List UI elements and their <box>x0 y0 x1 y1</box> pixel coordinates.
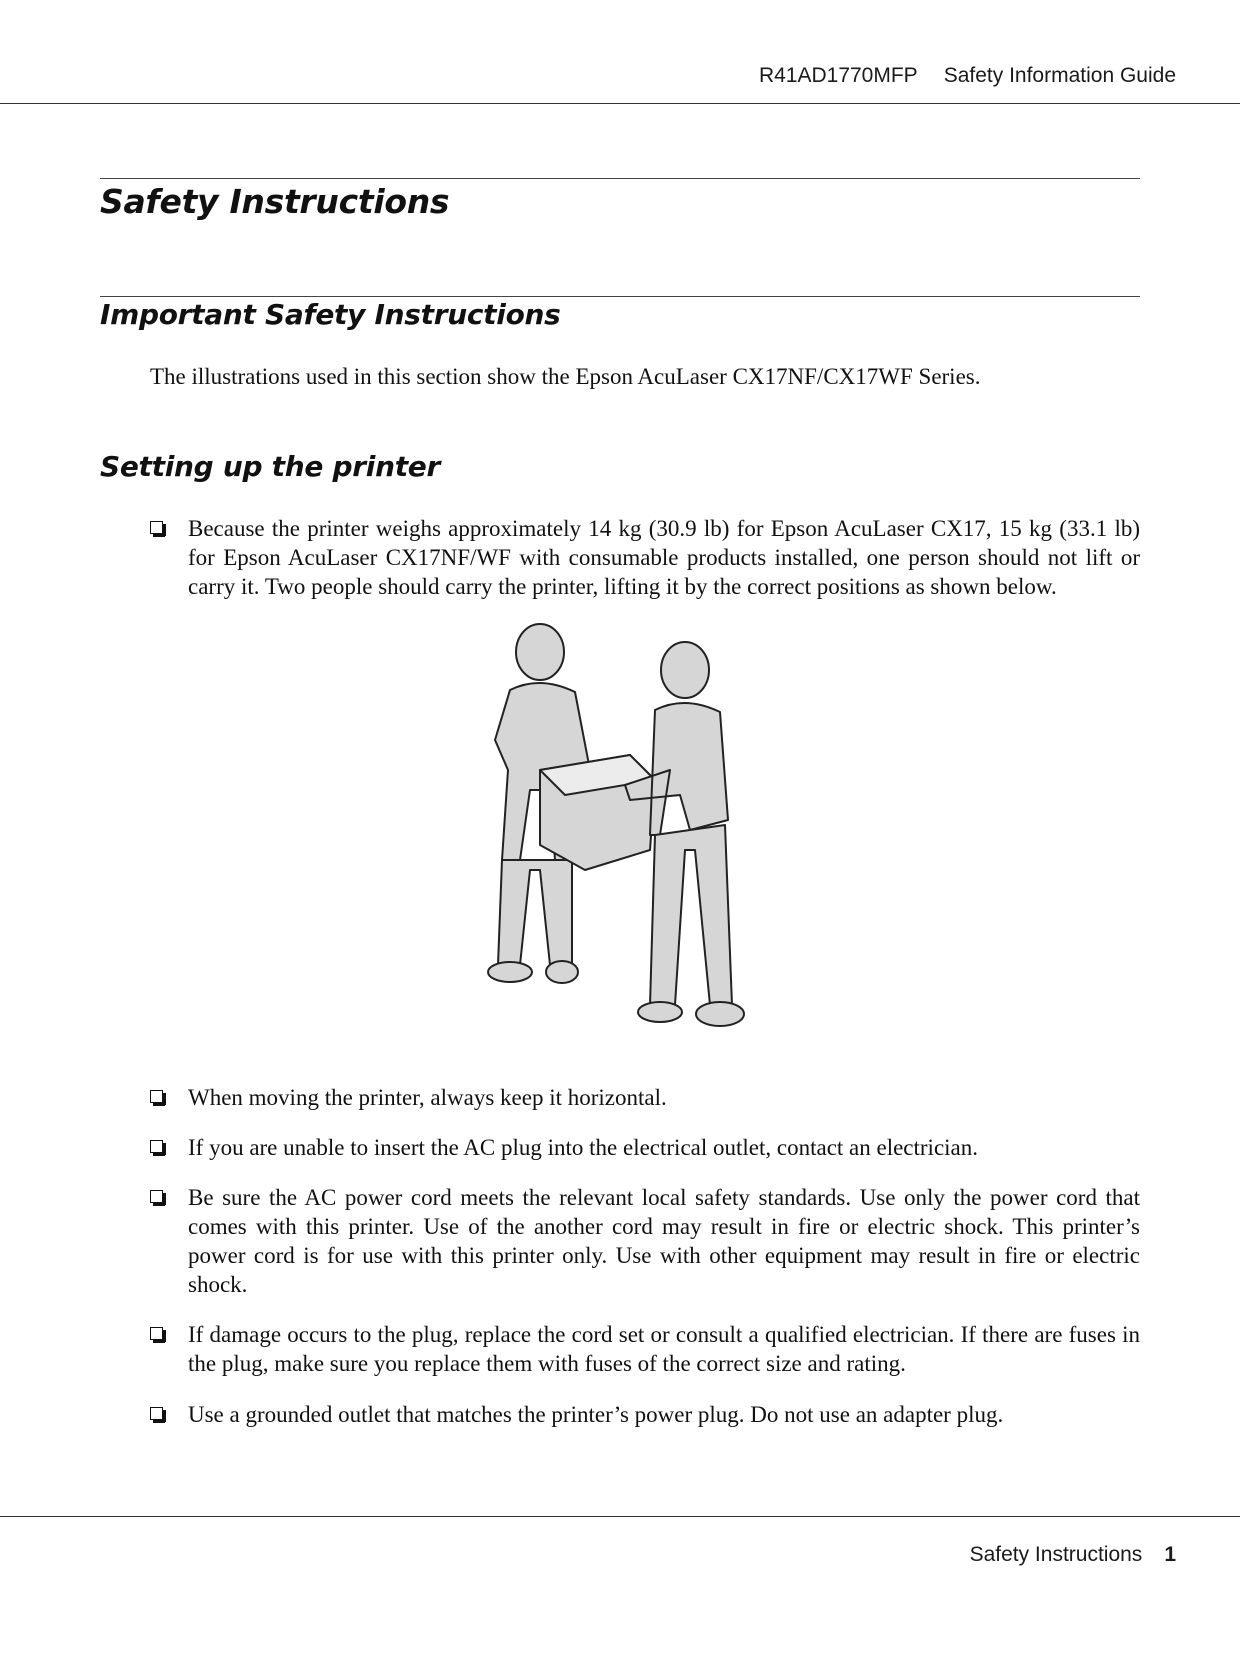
person2-legs <box>650 825 732 1005</box>
checkbox-bullet-icon <box>150 1407 163 1420</box>
checkbox-bullet-icon <box>150 1327 163 1340</box>
person1-head <box>516 624 564 680</box>
list-item-text: Because the printer weighs approximately 14 kg (30.9 lb) for Epson AcuLaser CX17, 15 kg (33.1 lb) for Epson AcuLaser CX17NF/WF with consumable products installed, one person should not lift or carry it. Two people should carry the printer, lifting it by the correct positions as shown below. <box>188 516 1140 599</box>
page-title: Safety Instructions <box>100 182 450 221</box>
person1-shoe-right <box>546 961 578 983</box>
list-item <box>150 1083 1140 1112</box>
list-item <box>150 1183 1140 1299</box>
page-number: 1 <box>1164 1543 1176 1566</box>
person2-head <box>661 642 709 698</box>
title-rule <box>100 178 1140 179</box>
list-item <box>150 514 1140 601</box>
header-divider <box>0 103 1240 104</box>
footer-divider <box>0 1516 1240 1517</box>
page-footer <box>970 1543 1176 1567</box>
doc-code: R41AD1770MFP <box>758 64 918 87</box>
list-item-text: Be sure the AC power cord meets the relevant local safety standards. Use only the power cord that comes with this printer. Use of the another cord may result in fire or electric shock. This printer’s power cord is for use with this printer only. Use with other equipment may result in fire or electric shock. <box>188 1185 1140 1297</box>
list-item-text: When moving the printer, always keep it horizontal. <box>188 1085 667 1110</box>
section-rule <box>100 296 1140 297</box>
person1-shoe-left <box>488 962 532 982</box>
intro-paragraph: The illustrations used in this section show the Epson AcuLaser CX17NF/CX17WF Series. <box>150 364 981 389</box>
section-title: Important Safety Instructions <box>100 298 561 331</box>
checkbox-bullet-icon <box>150 1140 163 1153</box>
list-item <box>150 1320 1140 1378</box>
list-item-text: If damage occurs to the plug, replace the cord set or consult a qualified electrician. If there are fuses in the plug, make sure you replace them with fuses of the correct size and rating. <box>188 1322 1140 1376</box>
footer-section: Safety Instructions <box>969 1543 1143 1566</box>
guide-title: Safety Information Guide <box>943 64 1176 87</box>
list-item <box>150 1400 1140 1429</box>
two-people-carrying-printer-illustration <box>480 620 770 1040</box>
person2-shoe-right <box>696 1002 744 1026</box>
person2-shoe-left <box>638 1002 682 1022</box>
person1-legs <box>498 860 572 965</box>
page-header <box>759 64 1176 88</box>
list-item-text: If you are unable to insert the AC plug into the electrical outlet, contact an electrician. <box>188 1135 979 1160</box>
checkbox-bullet-icon <box>150 1190 163 1203</box>
list-item <box>150 1133 1140 1162</box>
list-item-text: Use a grounded outlet that matches the printer’s power plug. Do not use an adapter plug. <box>188 1402 1004 1427</box>
subsection-title: Setting up the printer <box>100 450 440 483</box>
checkbox-bullet-icon <box>150 521 163 534</box>
checkbox-bullet-icon <box>150 1090 163 1103</box>
